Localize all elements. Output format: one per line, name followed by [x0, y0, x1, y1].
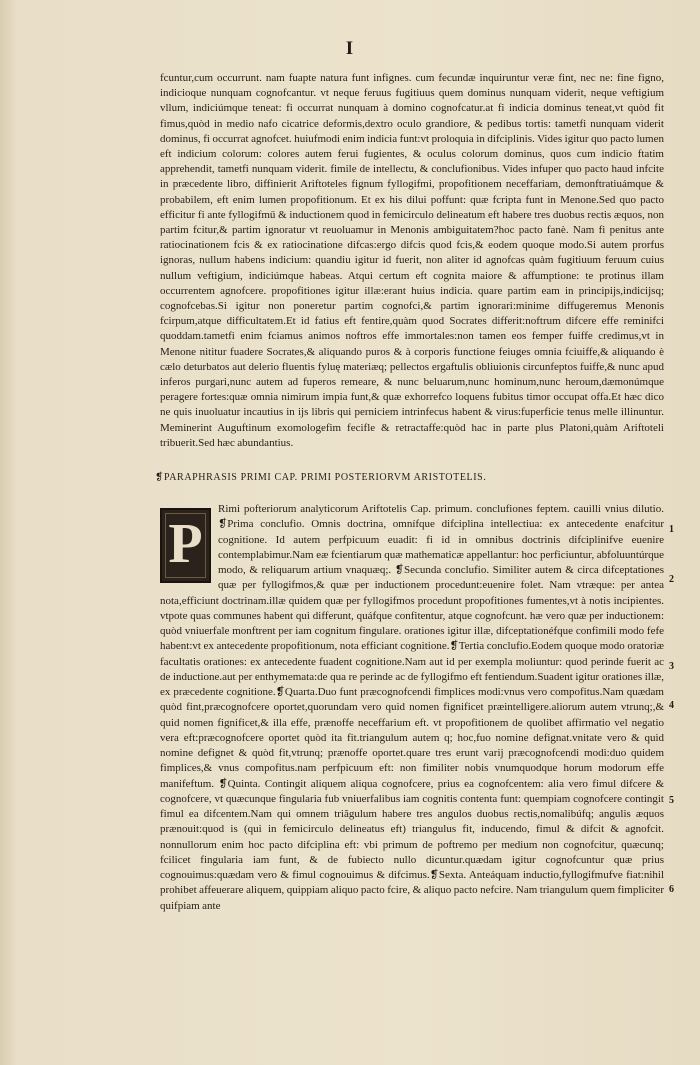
margin-number-1: 1	[669, 524, 674, 535]
margin-number-6: 6	[669, 884, 674, 895]
commentary-paragraph: fcuntur,cum occurrunt. nam fuapte natura funt infignes. cum fecundæ inquiruntur veræ fint, nec ne: fine figno, indicioque nunquam cognofcantur. vt neque feruus fugitiuus quem dominus nunquam viderit, neque veftigium vllum, indiciúmque teneat: fi occurrat nunquam à domino cognofcatur.at fi indicia dominus teneat,vt quòd fit fimus,quòd in medio nafo cicatrice deformis,dextro oculo grandiore, & pedibus tortis: tametfi nunquam viderit dominus, fi occurrat agnofcet. huiufmodi enim indicia funt:vt proloquia in difciplinis. Vides igitur quo pacto lumen eft indicium colorum: colores autem ferui fugientes, & oculus colorum dominus, quos cum indicio ftatim apprehendit, tametfi nunquam viderit. fimile de intellectu, & conclufionibus. Vides infuper quo pacto haud infcite in præcedente libro, diffinierit Ariftoteles fignum fyllogifmi, propofitionem neceffariam, demonftratiuámque & probabilem, eft enim lumen propofitionum. Et ex his dilui poffunt: quæ fcripta funt in Menone.Sed quo pacto efficitur fi ante fyllogifmű & inductionem quod in femicirculo delineatum eft habere tres duobus rectis æquos, non partim fcitur,& partim ignoratur vt reuoluamur in Menonis ambiguitatem?hoc pacto fanè. Nam fi penitus ante ratiocinationem fcis & ex ratiocinatione difcas:ergo difcis quod fcis,& eodem quoque modo.Si autem prorfus ignoras, nullum habens indicium: quandiu igitur id fuerit, non aliter id agnofcas quàm fugitiuum feruum cuius nullum veftigium, indiciúmque habeas. Atqui certum eft cognita maiore & affumptione: te protinus illam occurrentem agnofcere. propofitiones igitur illæ:erant huius indicia. quare partim eam in principijs,indicijsq; cognofcebas.Si igitur non poneretur partim cognofci,& partim ignorari:minime diffugeremus Menonis fcirpum,atque difficultatem.Et id fatius eft fentire,quàm quod Socrates differit:noftrum difcere effe reminifci quoddam.tametfi enim fciamus animos noftros effe immortales:non tamen eos femper fuiffe credimus,vt in Menone nititur fuadere Socrates,& aliquando puros & à corporis functione feiuges omnia fciuiffe,& aliquando è cælo deturbatos aut delerio fluentis fyluę materiæq; pellectos ergaftulis obliuionis circunfeptos fuiffe,& nunc apud inferos purgari,nunc autem ad fuperos remeare, & nunc beluarum,nunc hominum,nunc heroum,dæmonúmque peragere fortes:quæ omnia nimirum impia funt,& quæ exhorrefco loquens fubitus timor occupat offa.Et hæc dico ne quis inuoluatur incautius in ijs libris qui perniciem intrinfecus habent & virus:fuperficie tenus melle illinuntur. Meminerint Auguftinum exomologefim fecifle & retractaffe:quòd hac in parte plus Platoni,quàm Ariftoteli tribuerit.Sed hæc abundantius.	[160, 72, 664, 449]
margin-number-3: 3	[669, 661, 674, 672]
commentary-text-block	[160, 71, 664, 451]
initial-letter: P	[168, 513, 203, 575]
margin-number-2: 2	[669, 574, 674, 585]
decorated-initial	[160, 508, 211, 583]
main-paragraph: Rimi pofteriorum analyticorum Ariftotelis Cap. primum. conclufiones feptem. cauilli vnius dilutio. ❡Prima conclufio. Omnis doctrina, omnífque difciplina intellectiua: ex antecedente enafcitur cognitione. Id autem perfpicuum euadit: fi id in omnibus doctrinis difciplinifve euenire contemplabimur.Nam eæ fcientiarum quæ mathematicæ appellantur: hoc perficiuntur, abfoluuntúrque modo, & reliquarum artium vnaquæq;. ❡Secunda conclufio. Similiter autem & circa difceptationes quæ per fyllogifmos,& quæ per inductionem procedunt:euenire folet. Nam vtræque: per antea nota,efficiunt doctrinam.illæ quidem quæ per fyllogifmos procedunt propofitiones fumentes,vt à notis incipientes. vtpote quas communes habent qui differunt, quáfque confitentur, atque cognofcunt. hæ vero quæ per inductionem: quòd vniuerfale monftrent per iam cognitum fingulare. orationes igitur illæ, difceptationéfque confimili modo fefe habent:vt ex antecedente propofitionum, nota efficiant cognitione.❡Tertia conclufio.Eodem quoque modo oratoriæ facultatis orationes: ex antecedente fuadent cognitione.Nam aut id per exempla moliuntur: quod perinde fuerit ac de inductione.aut per enthymemata:de qua re perinde ac de fyllogifmo eft fentiendum.Suadent igitur orationes illæ, ex præcedente cognitione.❡Quarta.Duo funt præcognofcendi fimplices modi:vnus vero compofitus.Nam quædam quòd fint,præcognofcere oportet,quorundam vero quid nomen fignificet præintelligere.aliorum autem vtrunq;,& quid nomen fignificet,& illa effe, prænoffe neceffarium eft. vt propofitionem de quolibet affirmatio vel negatio vera eft:præcognofcere oportet quòd ita fit.triangulum autem q; hoc,fuo nomine defignat.vnitate vero & quid nomine defignet & quòd fit,vtrunq; prænoffe oportet.quare tres erunt varij præcognofcendi modi:duo quidem fimplices,& vnus compofitus.nam perfpicuum eft: non fimiliter nobis vnumquodque horum modorum effe manifeftum. ❡Quinta. Contingit aliquem aliqua cognofcere, prius ea cognofcentem: alia vero fimul difcere & cognofcere, vt quæcunque fingularia fub vniuerfalibus iam cognitis contenta funt: quempiam cognofcere contingit fimul ea difcentem.Nam qui omnem triãgulum habere tres angulos duobus rectis,nomalibúfq; angulis æquos prænouit:quod is (qui in femicirculo delineatus eft) triangulus fit, inducendo, fimul & difcit & agnofcit. nonnullorum enim hoc pacto difciplina eft: vbi primum de poftremo per medium non cognofcitur, quæcunq; fcilicet fingularia iam funt, & de fubiecto nullo dicuntur.quædam igitur cognofcuntur quæ prius cognouimus:quædam vero & fimul cognouimus & difcimus.❡Sexta. Anteáquam inductio,fyllogifmufve fiat:nihil prohibet affeuerare aliquem, quippiam aliquo pacto fcire, & aliquo pacto nefcire. Nam triangulum quem fimpliciter quifpiam ante	[160, 503, 664, 912]
margin-number-5: 5	[669, 795, 674, 806]
folio-number: I	[345, 38, 355, 59]
main-text-block	[160, 502, 664, 914]
margin-number-4: 4	[669, 700, 674, 711]
paraphrase-heading: ❡PARAPHRASIS PRIMI CAP. PRIMI POSTERIORVM ARISTOTELIS.	[155, 472, 487, 483]
